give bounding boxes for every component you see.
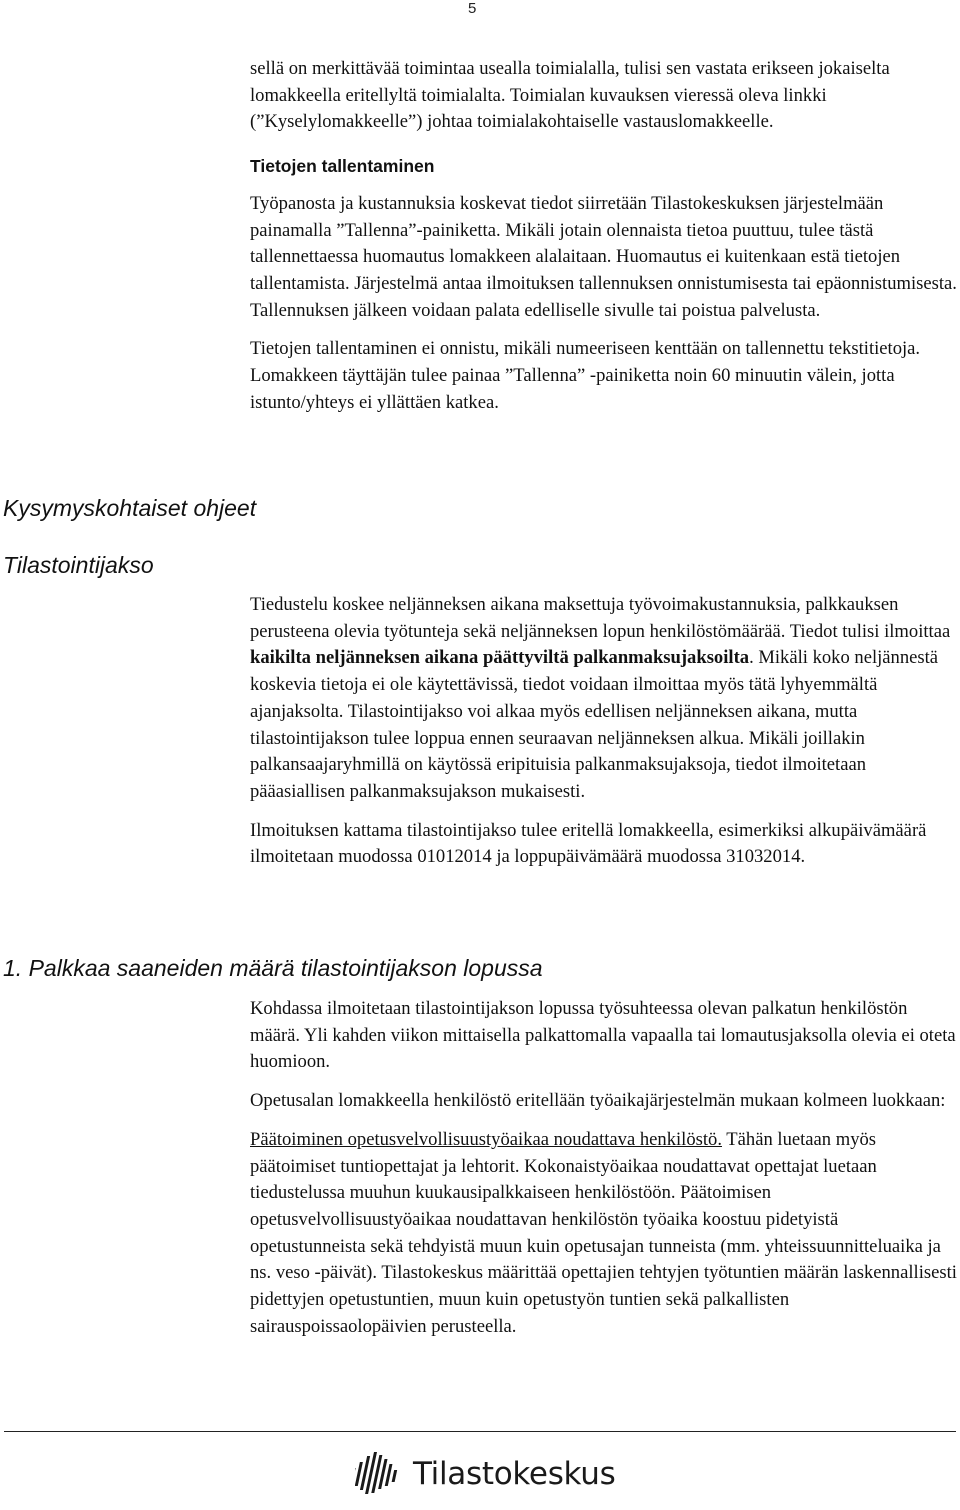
item-1-paragraph-3 (250, 1127, 958, 1341)
item-1-heading: 1. Palkkaa saaneiden määrä tilastointijakson lopussa (3, 955, 543, 981)
intro-section (250, 56, 958, 416)
item-1-paragraph-2: Opetusalan lomakkeella henkilöstö eritellään työaikajärjestelmän mukaan kolmeen luokkaan: (250, 1090, 946, 1112)
tilastokeskus-logo (355, 1452, 615, 1496)
saving-paragraph-2: Tietojen tallentaminen ei onnistu, mikäli numeeriseen kenttään on tallennettu tekstitietoja. Lomakkeen täyttäjän tulee painaa ”Tallenna” -painiketta noin 60 minuutin välein, jotta istunto/yhteys ei yllättäen katkea. (250, 338, 921, 413)
period-paragraph-1-start: Tiedustelu koskee neljänneksen aikana maksettuja työvoimakustannuksia, palkkauksen perusteena olevia työtunteja sekä neljänneksen lopun henkilöstömäärää. Tiedot tulisi ilmoittaa (250, 594, 951, 642)
intro-paragraph: sellä on merkittävää toimintaa usealla toimialalla, tulisi sen vastata erikseen jokaiselta lomakkeella eritellyltä toimialalta. Toimialan kuvauksen vieressä oleva linkki (”Kyselylomakkeelle”) johtaa toimialakohtaiselle vastauslomakkeelle. (250, 58, 890, 133)
page-number: 5 (468, 0, 477, 17)
item-1-paragraph-1: Kohdassa ilmoitetaan tilastointijakson lopussa työsuhteessa olevan palkatun henkilöstön määrä. Yli kahden viikon mittaisella palkattomalla vapaalla tai lomautusjaksolla olevia ei oteta huomioon. (250, 998, 956, 1073)
side-heading-tilastointijakso: Tilastointijakso (3, 552, 154, 578)
item-1-paragraph-3-underlined: Päätoiminen opetusvelvollisuustyöaikaa noudattava henkilöstö. (250, 1128, 722, 1150)
tilastokeskus-logo-icon (355, 1452, 407, 1496)
item-1-section (250, 996, 958, 1340)
footer-divider (4, 1431, 956, 1432)
period-paragraph-2: Ilmoituksen kattama tilastointijakso tulee eritellä lomakkeella, esimerkiksi alkupäivämäärä ilmoitetaan muodossa 01012014 ja loppupäivämäärä muodossa 31032014. (250, 819, 927, 868)
period-paragraph-1 (250, 592, 958, 806)
period-paragraph-1-bold: kaikilta neljänneksen aikana päättyviltä palkanmaksujaksoilta (250, 647, 750, 669)
period-section (250, 592, 958, 871)
saving-paragraph-1: Työpanosta ja kustannuksia koskevat tiedot siirretään Tilastokeskuksen järjestelmään painamalla ”Tallenna”-painiketta. Mikäli jotain olennaista tietoa puuttuu, tulee tästä tallennettaessa huomautus lomakkeen alalaitaan. Huomautus ei kuitenkaan estä tietojen tallentamista. Järjestelmä antaa ilmoituksen tallennuksen onnistumisesta tai epäonnistumisesta. Tallennuksen jälkeen voidaan palata edelliselle sivulle tai poistua palvelusta. (250, 192, 957, 321)
saving-heading: Tietojen tallentaminen (250, 156, 435, 177)
period-paragraph-1-end: . Mikäli koko neljännestä koskevia tietoja ei ole käytettävissä, tiedot voidaan ilmoittaa myös tätä lyhyemmältä ajanjaksolta. Tilastointijakso voi alkaa myös edellisen neljänneksen aikana, mutta tilastointijakson tulee loppua ennen seuraavan neljänneksen alkua. Mikäli joillakin palkansaajaryhmillä on käytössä eripituisia palkanmaksujaksoja, tiedot ilmoitetaan pääasiallisen palkanmaksujakson mukaisesti. (250, 647, 939, 802)
logo-text: Tilastokeskus (413, 1456, 616, 1492)
side-heading-kysymyskohtaiset: Kysymyskohtaiset ohjeet (3, 495, 257, 521)
item-1-paragraph-3-rest: Tähän luetaan myös päätoimiset tuntiopettajat ja lehtorit. Kokonaistyöaikaa noudattavat opettajat luetaan tiedustelussa muuhun kuukausipalkkaiseen henkilöstöön. Päätoimisen opetusvelvollisuustyöaikaa noudattavan henkilöstön työaika koostuu pidetyistä opetustunneista sekä tehdyistä muun kuin opetusajan tunneista (mm. yhteissuunnitteluaika ja ns. veso -päivät). Tilastokeskus määrittää opettajien tehtyjen työtuntien määrän laskennallisesti pidettyjen opetustuntien, muun kuin opetustyön tuntien sekä palkallisten sairauspoissaolopäivien perusteella. (250, 1128, 957, 1337)
